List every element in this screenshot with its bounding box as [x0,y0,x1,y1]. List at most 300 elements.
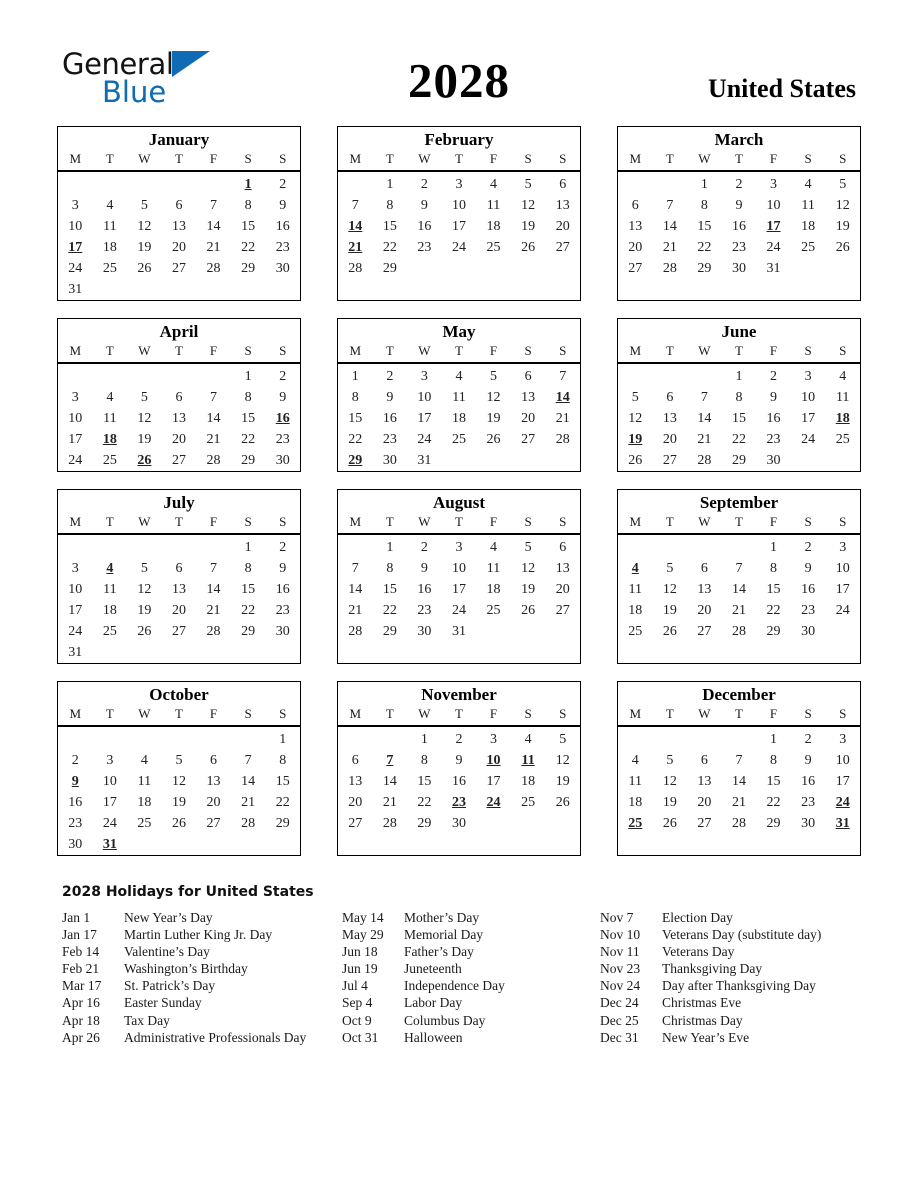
month-july[interactable] [57,489,301,664]
day-cell[interactable]: 25 [486,603,501,618]
day-cell[interactable]: 10 [451,198,466,213]
day-cell[interactable]: 20 [171,603,186,618]
day-cell[interactable]: 7 [735,561,743,576]
day-cell[interactable]: 27 [555,240,570,255]
day-cell[interactable]: 26 [137,624,152,639]
day-cell[interactable]: 18 [486,582,501,597]
day-cell[interactable]: 10 [68,219,83,234]
day-cell[interactable]: 27 [697,624,712,639]
day-cell[interactable]: 1 [244,540,252,555]
month-march[interactable] [617,126,861,301]
day-cell[interactable]: 28 [662,261,677,276]
day-cell[interactable]: 19 [835,219,850,234]
day-cell[interactable]: 10 [801,390,816,405]
day-cell[interactable]: 30 [68,837,83,852]
day-cell[interactable]: 5 [175,753,183,768]
day-cell[interactable]: 22 [766,603,781,618]
day-cell[interactable]: 21 [206,603,221,618]
day-cell[interactable]: 13 [206,774,221,789]
day-cell[interactable]: 24 [68,624,83,639]
day-cell[interactable]: 1 [735,369,743,384]
day-cell[interactable]: 21 [731,603,746,618]
day-cell[interactable]: 24 [68,453,83,468]
day-cell[interactable]: 24 [68,261,83,276]
day-cell-holiday[interactable]: 4 [631,561,639,576]
day-cell[interactable]: 20 [628,240,643,255]
day-cell[interactable]: 10 [451,561,466,576]
day-cell[interactable]: 12 [835,198,850,213]
month-november[interactable] [337,681,581,856]
day-cell[interactable]: 19 [137,432,152,447]
day-cell[interactable]: 25 [521,795,536,810]
day-cell[interactable]: 27 [171,261,186,276]
day-cell-holiday[interactable]: 14 [348,219,363,234]
day-cell[interactable]: 29 [382,624,397,639]
day-cell[interactable]: 8 [386,561,394,576]
day-cell[interactable]: 27 [171,624,186,639]
day-cell[interactable]: 5 [524,540,532,555]
day-cell[interactable]: 5 [631,390,639,405]
day-cell[interactable]: 4 [490,540,498,555]
day-cell[interactable]: 28 [206,261,221,276]
day-cell-holiday[interactable]: 26 [137,453,152,468]
day-cell[interactable]: 16 [275,582,290,597]
day-cell[interactable]: 25 [137,816,152,831]
day-cell[interactable]: 28 [206,624,221,639]
day-cell[interactable]: 29 [241,453,256,468]
day-cell[interactable]: 2 [71,753,79,768]
day-cell[interactable]: 22 [241,240,256,255]
day-cell[interactable]: 18 [102,603,117,618]
day-cell[interactable]: 3 [804,369,812,384]
day-cell[interactable]: 11 [452,390,466,405]
day-cell[interactable]: 9 [279,198,287,213]
day-cell[interactable]: 6 [175,561,183,576]
day-cell[interactable]: 5 [140,390,148,405]
day-cell[interactable]: 19 [171,795,186,810]
day-cell-holiday[interactable]: 23 [451,795,466,810]
day-cell[interactable]: 1 [244,369,252,384]
day-cell[interactable]: 13 [555,561,570,576]
day-cell[interactable]: 3 [420,369,428,384]
day-cell[interactable]: 5 [140,561,148,576]
day-cell[interactable]: 22 [766,795,781,810]
day-cell[interactable]: 22 [241,432,256,447]
day-cell[interactable]: 22 [731,432,746,447]
day-cell-holiday[interactable]: 24 [835,795,850,810]
day-cell[interactable]: 20 [697,603,712,618]
day-cell[interactable]: 11 [103,582,117,597]
day-cell[interactable]: 2 [420,540,428,555]
day-cell[interactable]: 30 [801,624,816,639]
day-cell[interactable]: 14 [241,774,256,789]
day-cell[interactable]: 24 [451,240,466,255]
day-cell[interactable]: 16 [417,219,432,234]
day-cell[interactable]: 26 [555,795,570,810]
day-cell[interactable]: 22 [275,795,290,810]
day-cell[interactable]: 9 [279,561,287,576]
day-cell-holiday[interactable]: 25 [628,816,643,831]
day-cell[interactable]: 19 [521,582,536,597]
day-cell[interactable]: 6 [175,390,183,405]
day-cell[interactable]: 27 [628,261,643,276]
day-cell[interactable]: 28 [731,816,746,831]
day-cell-holiday[interactable]: 24 [486,795,501,810]
day-cell[interactable]: 1 [351,369,359,384]
day-cell[interactable]: 29 [697,261,712,276]
day-cell[interactable]: 21 [731,795,746,810]
day-cell[interactable]: 16 [68,795,83,810]
day-cell[interactable]: 16 [731,219,746,234]
day-cell[interactable]: 5 [524,177,532,192]
day-cell[interactable]: 2 [420,177,428,192]
day-cell[interactable]: 11 [486,561,501,576]
day-cell[interactable]: 20 [206,795,221,810]
day-cell-holiday[interactable]: 11 [521,753,535,768]
day-cell[interactable]: 31 [68,645,83,660]
day-cell[interactable]: 6 [559,177,567,192]
day-cell-holiday[interactable]: 19 [628,432,643,447]
day-cell[interactable]: 7 [559,369,567,384]
day-cell[interactable]: 2 [279,369,287,384]
day-cell[interactable]: 24 [102,816,117,831]
month-may[interactable] [337,318,581,472]
day-cell[interactable]: 26 [137,261,152,276]
day-cell[interactable]: 20 [171,240,186,255]
day-cell[interactable]: 27 [662,453,677,468]
day-cell[interactable]: 3 [106,753,114,768]
day-cell[interactable]: 12 [521,198,536,213]
day-cell[interactable]: 23 [731,240,746,255]
month-september[interactable] [617,489,861,664]
day-cell[interactable]: 23 [382,432,397,447]
day-cell[interactable]: 22 [241,603,256,618]
day-cell[interactable]: 10 [68,411,83,426]
day-cell[interactable]: 14 [348,582,363,597]
day-cell[interactable]: 9 [455,753,463,768]
day-cell[interactable]: 19 [662,603,677,618]
day-cell[interactable]: 20 [555,219,570,234]
day-cell[interactable]: 22 [697,240,712,255]
day-cell[interactable]: 2 [770,369,778,384]
day-cell[interactable]: 18 [521,774,536,789]
day-cell[interactable]: 15 [417,774,432,789]
month-february[interactable] [337,126,581,301]
day-cell[interactable]: 17 [417,411,432,426]
day-cell[interactable]: 16 [275,219,290,234]
day-cell[interactable]: 23 [275,240,290,255]
day-cell[interactable]: 29 [241,624,256,639]
day-cell-holiday[interactable]: 14 [555,390,570,405]
day-cell[interactable]: 2 [735,177,743,192]
day-cell-holiday[interactable]: 16 [275,411,290,426]
day-cell[interactable]: 9 [279,390,287,405]
day-cell-holiday[interactable]: 10 [486,753,501,768]
day-cell[interactable]: 27 [206,816,221,831]
day-cell[interactable]: 2 [804,732,812,747]
day-cell[interactable]: 7 [700,390,708,405]
day-cell[interactable]: 19 [137,240,152,255]
day-cell[interactable]: 2 [804,540,812,555]
day-cell[interactable]: 9 [386,390,394,405]
day-cell[interactable]: 7 [666,198,674,213]
day-cell[interactable]: 17 [835,774,850,789]
day-cell[interactable]: 12 [555,753,570,768]
day-cell[interactable]: 13 [697,582,712,597]
day-cell[interactable]: 8 [770,561,778,576]
day-cell[interactable]: 28 [697,453,712,468]
day-cell[interactable]: 19 [555,774,570,789]
day-cell[interactable]: 10 [835,561,850,576]
day-cell[interactable]: 29 [766,624,781,639]
day-cell[interactable]: 5 [666,561,674,576]
day-cell[interactable]: 28 [348,624,363,639]
day-cell[interactable]: 11 [801,198,815,213]
day-cell[interactable]: 23 [275,603,290,618]
day-cell[interactable]: 11 [137,774,152,789]
day-cell[interactable]: 4 [106,390,114,405]
day-cell[interactable]: 24 [417,432,432,447]
day-cell[interactable]: 11 [628,774,643,789]
day-cell[interactable]: 5 [559,732,567,747]
day-cell[interactable]: 13 [171,582,186,597]
day-cell[interactable]: 12 [137,582,152,597]
day-cell[interactable]: 17 [68,603,83,618]
day-cell[interactable]: 14 [382,774,397,789]
day-cell[interactable]: 30 [275,453,290,468]
day-cell[interactable]: 20 [348,795,363,810]
day-cell[interactable]: 7 [210,561,218,576]
day-cell[interactable]: 15 [731,411,746,426]
day-cell[interactable]: 28 [206,453,221,468]
day-cell[interactable]: 8 [700,198,708,213]
day-cell-holiday[interactable]: 17 [68,240,83,255]
day-cell[interactable]: 1 [386,540,394,555]
day-cell[interactable]: 15 [382,219,397,234]
day-cell[interactable]: 28 [731,624,746,639]
day-cell[interactable]: 1 [770,540,778,555]
day-cell[interactable]: 30 [731,261,746,276]
day-cell[interactable]: 20 [171,432,186,447]
day-cell[interactable]: 13 [662,411,677,426]
day-cell[interactable]: 10 [68,582,83,597]
day-cell[interactable]: 15 [382,582,397,597]
day-cell[interactable]: 30 [417,624,432,639]
day-cell[interactable]: 15 [766,582,781,597]
day-cell[interactable]: 3 [839,732,847,747]
day-cell[interactable]: 2 [279,177,287,192]
day-cell[interactable]: 11 [103,411,117,426]
day-cell[interactable]: 5 [140,198,148,213]
day-cell[interactable]: 26 [486,432,501,447]
day-cell[interactable]: 21 [348,603,363,618]
day-cell[interactable]: 10 [417,390,432,405]
day-cell[interactable]: 26 [628,453,643,468]
day-cell[interactable]: 28 [348,261,363,276]
day-cell[interactable]: 9 [804,753,812,768]
day-cell[interactable]: 12 [662,582,677,597]
day-cell[interactable]: 3 [455,177,463,192]
day-cell[interactable]: 3 [770,177,778,192]
day-cell[interactable]: 17 [835,582,850,597]
day-cell[interactable]: 18 [451,411,466,426]
day-cell[interactable]: 27 [171,453,186,468]
day-cell[interactable]: 19 [662,795,677,810]
day-cell[interactable]: 16 [801,774,816,789]
day-cell[interactable]: 29 [241,261,256,276]
day-cell[interactable]: 14 [731,582,746,597]
day-cell[interactable]: 14 [731,774,746,789]
day-cell[interactable]: 14 [662,219,677,234]
day-cell[interactable]: 27 [697,816,712,831]
day-cell[interactable]: 1 [279,732,287,747]
day-cell[interactable]: 4 [106,198,114,213]
day-cell[interactable]: 4 [631,753,639,768]
day-cell[interactable]: 7 [351,561,359,576]
day-cell[interactable]: 12 [486,390,501,405]
day-cell[interactable]: 17 [68,432,83,447]
day-cell[interactable]: 6 [524,369,532,384]
day-cell[interactable]: 7 [210,390,218,405]
day-cell[interactable]: 4 [839,369,847,384]
day-cell-holiday[interactable]: 31 [102,837,117,852]
day-cell[interactable]: 6 [700,561,708,576]
day-cell[interactable]: 25 [102,453,117,468]
day-cell[interactable]: 8 [244,390,252,405]
day-cell[interactable]: 6 [700,753,708,768]
day-cell[interactable]: 17 [102,795,117,810]
day-cell[interactable]: 25 [628,624,643,639]
day-cell[interactable]: 21 [697,432,712,447]
day-cell[interactable]: 27 [348,816,363,831]
day-cell[interactable]: 21 [382,795,397,810]
day-cell[interactable]: 18 [102,240,117,255]
day-cell[interactable]: 23 [417,603,432,618]
day-cell[interactable]: 8 [351,390,359,405]
day-cell[interactable]: 19 [486,411,501,426]
day-cell[interactable]: 13 [697,774,712,789]
day-cell[interactable]: 21 [241,795,256,810]
month-april[interactable] [57,318,301,472]
day-cell-holiday[interactable]: 29 [348,453,363,468]
day-cell[interactable]: 30 [451,816,466,831]
day-cell[interactable]: 30 [275,624,290,639]
day-cell[interactable]: 25 [486,240,501,255]
day-cell[interactable]: 15 [241,411,256,426]
day-cell[interactable]: 2 [386,369,394,384]
day-cell[interactable]: 6 [666,390,674,405]
day-cell[interactable]: 31 [417,453,432,468]
day-cell[interactable]: 14 [206,219,221,234]
day-cell[interactable]: 6 [559,540,567,555]
day-cell[interactable]: 26 [171,816,186,831]
day-cell[interactable]: 26 [662,816,677,831]
day-cell[interactable]: 18 [628,795,643,810]
month-january[interactable] [57,126,301,301]
day-cell[interactable]: 14 [206,582,221,597]
day-cell[interactable]: 8 [770,753,778,768]
day-cell-holiday[interactable]: 17 [766,219,781,234]
day-cell-holiday[interactable]: 1 [244,177,252,192]
day-cell[interactable]: 9 [420,198,428,213]
day-cell[interactable]: 14 [697,411,712,426]
day-cell[interactable]: 23 [417,240,432,255]
day-cell[interactable]: 1 [420,732,428,747]
day-cell[interactable]: 15 [766,774,781,789]
day-cell[interactable]: 12 [137,411,152,426]
day-cell[interactable]: 20 [521,411,536,426]
day-cell[interactable]: 24 [835,603,850,618]
day-cell[interactable]: 3 [839,540,847,555]
day-cell[interactable]: 25 [451,432,466,447]
day-cell[interactable]: 3 [71,198,79,213]
day-cell[interactable]: 28 [555,432,570,447]
day-cell[interactable]: 30 [275,261,290,276]
day-cell[interactable]: 12 [662,774,677,789]
day-cell[interactable]: 24 [766,240,781,255]
day-cell[interactable]: 21 [662,240,677,255]
day-cell[interactable]: 11 [628,582,643,597]
day-cell[interactable]: 29 [417,816,432,831]
day-cell[interactable]: 17 [451,582,466,597]
day-cell[interactable]: 8 [735,390,743,405]
day-cell[interactable]: 26 [521,603,536,618]
day-cell[interactable]: 9 [770,390,778,405]
day-cell[interactable]: 28 [382,816,397,831]
day-cell[interactable]: 11 [103,219,117,234]
day-cell[interactable]: 19 [137,603,152,618]
day-cell[interactable]: 4 [140,753,148,768]
day-cell[interactable]: 16 [801,582,816,597]
day-cell[interactable]: 20 [555,582,570,597]
day-cell[interactable]: 4 [455,369,463,384]
day-cell[interactable]: 7 [351,198,359,213]
day-cell[interactable]: 18 [486,219,501,234]
day-cell[interactable]: 23 [275,432,290,447]
month-august[interactable] [337,489,581,664]
day-cell[interactable]: 27 [555,603,570,618]
day-cell[interactable]: 4 [524,732,532,747]
day-cell[interactable]: 11 [835,390,850,405]
day-cell[interactable]: 12 [521,561,536,576]
day-cell-holiday[interactable]: 21 [348,240,363,255]
month-june[interactable] [617,318,861,472]
day-cell[interactable]: 3 [71,390,79,405]
day-cell-holiday[interactable]: 18 [835,411,850,426]
day-cell[interactable]: 19 [521,219,536,234]
day-cell[interactable]: 25 [801,240,816,255]
day-cell[interactable]: 15 [697,219,712,234]
day-cell[interactable]: 10 [766,198,781,213]
day-cell[interactable]: 13 [555,198,570,213]
day-cell[interactable]: 21 [206,432,221,447]
day-cell-holiday[interactable]: 9 [71,774,79,789]
day-cell[interactable]: 27 [521,432,536,447]
day-cell[interactable]: 2 [279,540,287,555]
day-cell[interactable]: 13 [348,774,363,789]
day-cell[interactable]: 8 [279,753,287,768]
day-cell[interactable]: 20 [662,432,677,447]
day-cell[interactable]: 29 [731,453,746,468]
day-cell[interactable]: 9 [804,561,812,576]
day-cell[interactable]: 5 [490,369,498,384]
day-cell[interactable]: 3 [455,540,463,555]
day-cell[interactable]: 25 [102,261,117,276]
day-cell[interactable]: 8 [420,753,428,768]
day-cell[interactable]: 31 [68,282,83,297]
day-cell[interactable]: 31 [766,261,781,276]
day-cell[interactable]: 30 [801,816,816,831]
